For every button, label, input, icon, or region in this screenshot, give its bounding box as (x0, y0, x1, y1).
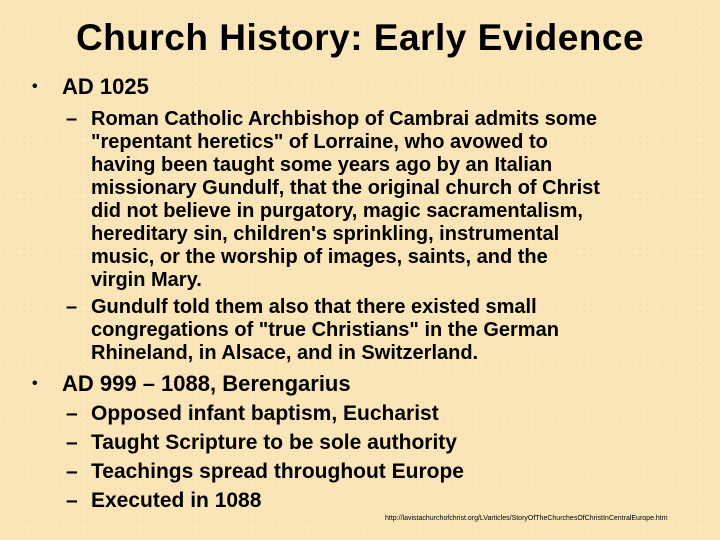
dash-icon: – (66, 296, 78, 318)
bullet-heading: AD 1025 (62, 74, 149, 99)
source-link[interactable]: http://lavistachurchofchrist.org/LVarticles/StoryOfTheChurchesOfChristInCentralEurope.htm (385, 515, 668, 522)
bullet-dot-icon: • (32, 78, 38, 95)
sub-item-text: Roman Catholic Archbishop of Cambrai admits some "repentant heretics" of Lorraine, who avowed to having been taught some years ago by an Italian missionary Gundulf, that the original church of Christ did not believe in purgatory, magic sacramentalism, hereditary sin, children's sprinkling, instrumental music, or the worship of images, saints, and the virgin Mary. (91, 108, 600, 291)
dash-icon: – (66, 489, 78, 512)
sub-item-text: Teachings spread throughout Europe (91, 460, 464, 483)
slide-title: Church History: Early Evidence (75, 17, 645, 58)
sub-item-text: Opposed infant baptism, Eucharist (91, 402, 439, 425)
sub-item-text: Taught Scripture to be sole authority (91, 431, 457, 454)
bullet-dot-icon: • (32, 375, 38, 392)
sub-item-text: Executed in 1088 (91, 489, 262, 512)
sub-item-text: Gundulf told them also that there existed small congregations of "true Christians" in the German Rhineland, in Alsace, and in Switzerland. (91, 296, 559, 364)
dash-icon: – (66, 402, 78, 425)
dash-icon: – (66, 431, 78, 454)
bullet-heading: AD 999 – 1088, Berengarius (62, 371, 351, 396)
dash-icon: – (66, 460, 78, 483)
dash-icon: – (66, 108, 78, 130)
